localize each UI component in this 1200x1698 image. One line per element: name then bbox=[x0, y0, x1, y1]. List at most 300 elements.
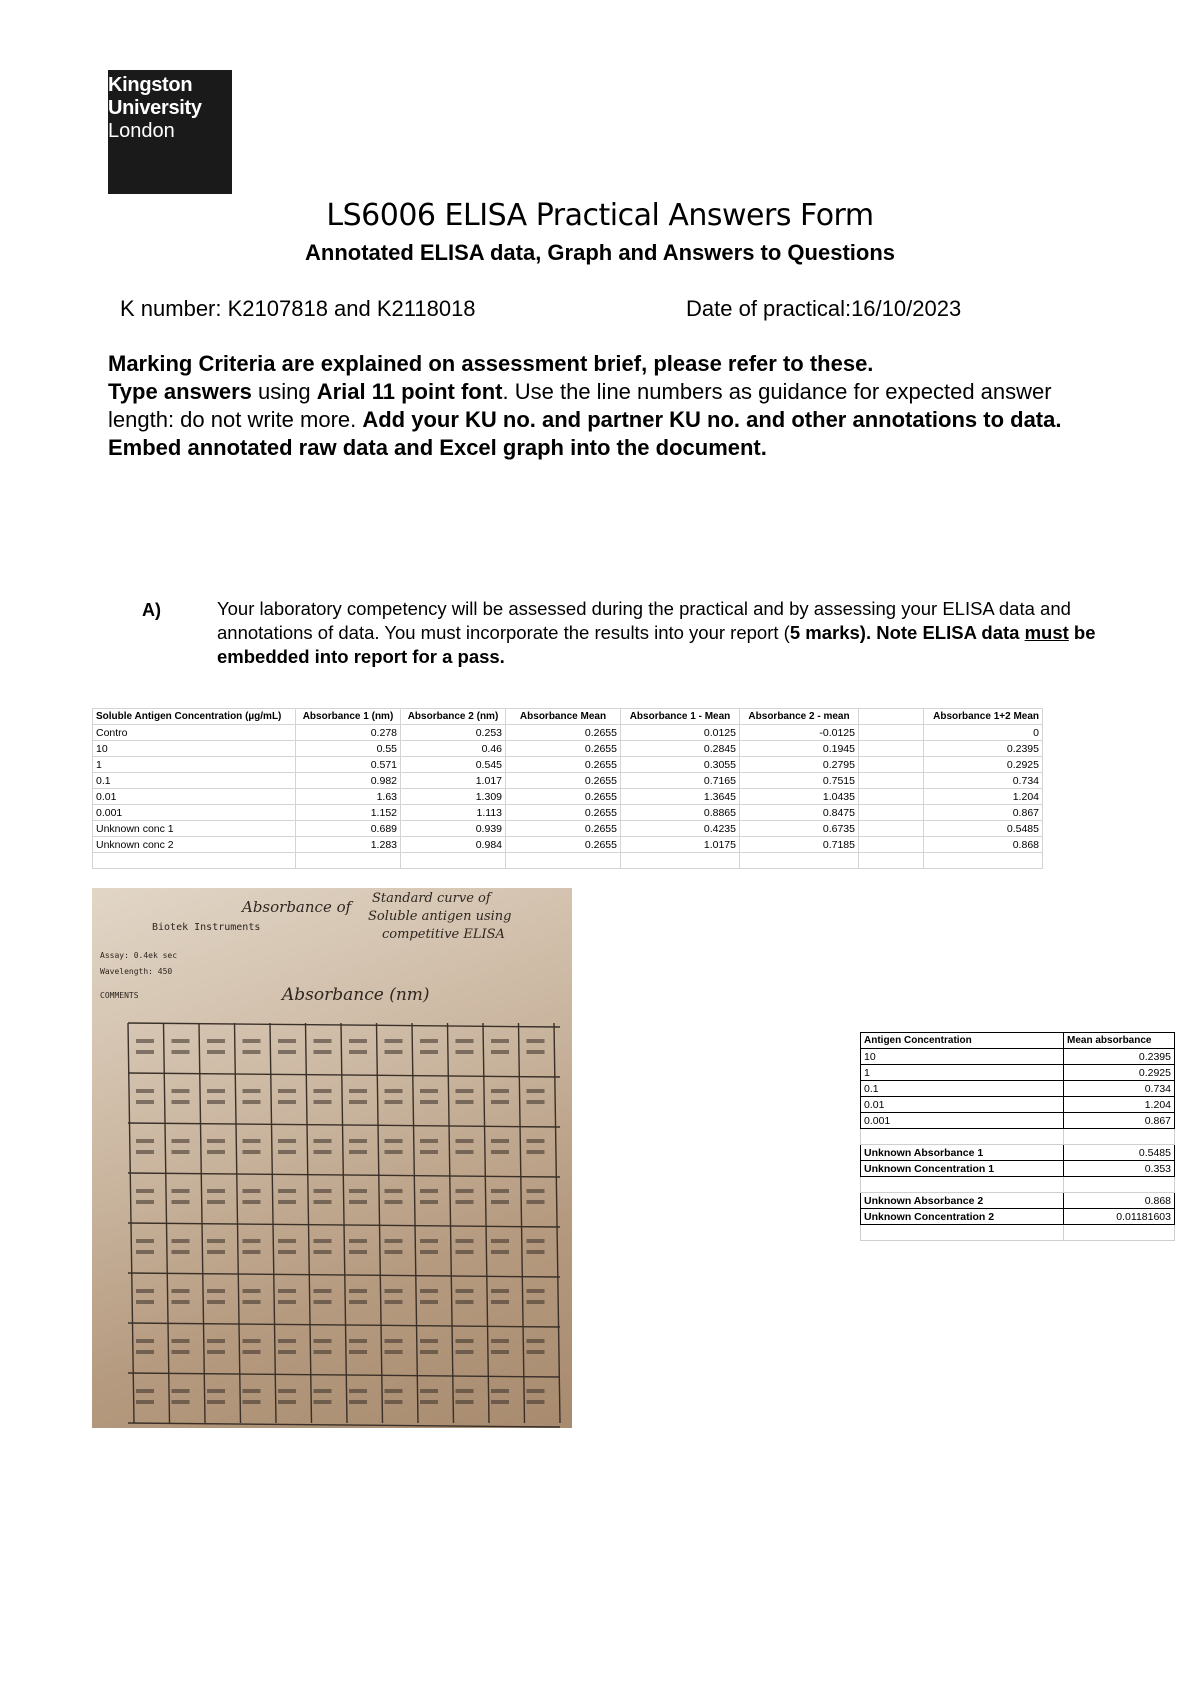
page-title: LS6006 ELISA Practical Answers Form bbox=[326, 198, 874, 233]
printed-value-mark bbox=[207, 1339, 225, 1343]
table-cell: 0.001 bbox=[93, 805, 296, 821]
table-cell: 0.2395 bbox=[924, 741, 1043, 757]
printed-value-mark bbox=[527, 1339, 545, 1343]
table-cell: 10 bbox=[861, 1049, 1064, 1065]
table-row bbox=[93, 821, 1043, 837]
printed-value-mark bbox=[420, 1100, 438, 1104]
table-cell bbox=[401, 853, 506, 869]
printed-value-mark bbox=[491, 1089, 509, 1093]
printed-value-mark bbox=[385, 1239, 403, 1243]
table-row bbox=[861, 1065, 1175, 1081]
table-cell: 0.984 bbox=[401, 837, 506, 853]
printed-value-mark bbox=[172, 1039, 190, 1043]
printed-value-mark bbox=[278, 1200, 296, 1204]
printed-value-mark bbox=[314, 1139, 332, 1143]
table-cell: 0.939 bbox=[401, 821, 506, 837]
printed-value-mark bbox=[420, 1150, 438, 1154]
column-header: Absorbance 1 - Mean bbox=[621, 709, 740, 725]
printed-value-mark bbox=[243, 1300, 261, 1304]
printed-value-mark bbox=[243, 1389, 261, 1393]
table-row bbox=[861, 1097, 1175, 1113]
table-row bbox=[861, 1225, 1175, 1241]
table-row bbox=[861, 1081, 1175, 1097]
table-cell: 1.0435 bbox=[740, 789, 859, 805]
printed-value-mark bbox=[527, 1139, 545, 1143]
printed-value-mark bbox=[207, 1389, 225, 1393]
printed-value-mark bbox=[172, 1050, 190, 1054]
table-cell: 1.63 bbox=[296, 789, 401, 805]
printed-value-mark bbox=[243, 1400, 261, 1404]
table-row bbox=[861, 1129, 1175, 1145]
printed-value-mark bbox=[385, 1089, 403, 1093]
printed-value-mark bbox=[278, 1050, 296, 1054]
printed-value-mark bbox=[136, 1289, 154, 1293]
printed-value-mark bbox=[136, 1100, 154, 1104]
printed-value-mark bbox=[172, 1300, 190, 1304]
printed-value-mark bbox=[314, 1389, 332, 1393]
printed-value-mark bbox=[456, 1039, 474, 1043]
criteria-text-1: using bbox=[251, 379, 317, 404]
question-a-must: must bbox=[1024, 622, 1069, 643]
printed-value-mark bbox=[172, 1189, 190, 1193]
printed-value-mark bbox=[491, 1289, 509, 1293]
handwritten-annotation: competitive ELISA bbox=[382, 927, 505, 942]
table-cell: -0.0125 bbox=[740, 725, 859, 741]
logo-line-2: University bbox=[108, 97, 202, 119]
table-cell: 0.7165 bbox=[621, 773, 740, 789]
printed-value-mark bbox=[349, 1139, 367, 1143]
printed-value-mark bbox=[420, 1239, 438, 1243]
table-cell: 0.46 bbox=[401, 741, 506, 757]
printed-value-mark bbox=[243, 1339, 261, 1343]
printed-value-mark bbox=[527, 1100, 545, 1104]
printed-value-mark bbox=[491, 1339, 509, 1343]
logo-line-3: London bbox=[108, 120, 175, 142]
printed-value-mark bbox=[207, 1039, 225, 1043]
table-header-row bbox=[93, 709, 1043, 725]
table-cell: 1.309 bbox=[401, 789, 506, 805]
table-cell bbox=[859, 757, 924, 773]
table-cell: 0.278 bbox=[296, 725, 401, 741]
printed-value-mark bbox=[456, 1389, 474, 1393]
printed-value-mark bbox=[527, 1400, 545, 1404]
table-cell: 0.2655 bbox=[506, 837, 621, 853]
table-cell bbox=[1064, 1225, 1175, 1241]
table-cell bbox=[859, 853, 924, 869]
table-cell: Unknown Concentration 2 bbox=[861, 1209, 1064, 1225]
printed-value-mark bbox=[243, 1139, 261, 1143]
printed-value-mark bbox=[385, 1100, 403, 1104]
printed-value-mark bbox=[527, 1150, 545, 1154]
printed-value-mark bbox=[456, 1100, 474, 1104]
printed-value-mark bbox=[278, 1389, 296, 1393]
printed-value-mark bbox=[136, 1150, 154, 1154]
table-cell: 0.2795 bbox=[740, 757, 859, 773]
printed-value-mark bbox=[385, 1300, 403, 1304]
printed-value-mark bbox=[456, 1339, 474, 1343]
printed-value-mark bbox=[491, 1100, 509, 1104]
table-cell: 1.017 bbox=[401, 773, 506, 789]
table-row bbox=[861, 1145, 1175, 1161]
printed-value-mark bbox=[136, 1400, 154, 1404]
table-cell: 0.5485 bbox=[1064, 1145, 1175, 1161]
printed-value-mark bbox=[349, 1189, 367, 1193]
table-cell: 0.01 bbox=[861, 1097, 1064, 1113]
table-cell: 0.2925 bbox=[924, 757, 1043, 773]
printed-value-mark bbox=[491, 1400, 509, 1404]
table-cell bbox=[859, 725, 924, 741]
criteria-bold-1: Type answers bbox=[108, 379, 252, 404]
criteria-text-2: . Use the line numbers as guidance for expected answer length: do not write more. bbox=[108, 379, 1052, 432]
plate-grid-line bbox=[519, 1023, 525, 1423]
printed-value-mark bbox=[385, 1339, 403, 1343]
printed-value-mark bbox=[172, 1150, 190, 1154]
printed-value-mark bbox=[243, 1189, 261, 1193]
printed-value-mark bbox=[207, 1139, 225, 1143]
table-cell: 0.353 bbox=[1064, 1161, 1175, 1177]
table-row bbox=[861, 1049, 1175, 1065]
printed-value-mark bbox=[243, 1089, 261, 1093]
printed-value-mark bbox=[278, 1089, 296, 1093]
table-cell: 0.6735 bbox=[740, 821, 859, 837]
table-cell bbox=[859, 773, 924, 789]
plate-grid-line bbox=[128, 1373, 560, 1377]
printed-value-mark bbox=[420, 1200, 438, 1204]
printed-value-mark bbox=[349, 1400, 367, 1404]
printed-value-mark bbox=[456, 1350, 474, 1354]
table-cell: 0.2655 bbox=[506, 789, 621, 805]
printed-value-mark bbox=[314, 1300, 332, 1304]
printed-value-mark bbox=[527, 1289, 545, 1293]
criteria-line-1: Marking Criteria are explained on assessment brief, please refer to these. bbox=[108, 351, 874, 376]
printed-value-mark bbox=[136, 1300, 154, 1304]
printed-value-mark bbox=[136, 1239, 154, 1243]
printed-value-mark bbox=[349, 1239, 367, 1243]
printed-value-mark bbox=[385, 1200, 403, 1204]
practical-date-field: Date of practical:16/10/2023 bbox=[686, 296, 962, 321]
table-cell bbox=[296, 853, 401, 869]
table-row bbox=[861, 1161, 1175, 1177]
printed-value-mark bbox=[314, 1089, 332, 1093]
plate-grid-line bbox=[377, 1023, 383, 1423]
table-cell: Unknown Concentration 1 bbox=[861, 1161, 1064, 1177]
printed-value-mark bbox=[278, 1339, 296, 1343]
column-header: Absorbance 2 - mean bbox=[740, 709, 859, 725]
printed-value-mark bbox=[243, 1200, 261, 1204]
printed-value-mark bbox=[420, 1350, 438, 1354]
printed-value-mark bbox=[172, 1089, 190, 1093]
printed-value-mark bbox=[136, 1089, 154, 1093]
k-number-field: K number: K2107818 and K2118018 bbox=[120, 296, 476, 321]
table-cell: 0.2655 bbox=[506, 757, 621, 773]
question-a-label: A) bbox=[142, 600, 161, 620]
table-cell: 0.734 bbox=[1064, 1081, 1175, 1097]
plate-grid-line bbox=[554, 1023, 560, 1423]
printed-value-mark bbox=[420, 1339, 438, 1343]
printed-value-mark bbox=[385, 1150, 403, 1154]
table-cell: 0.982 bbox=[296, 773, 401, 789]
printed-value-mark bbox=[527, 1089, 545, 1093]
printed-value-mark bbox=[456, 1139, 474, 1143]
table-cell: 0.868 bbox=[924, 837, 1043, 853]
printed-value-mark bbox=[314, 1189, 332, 1193]
plate-grid-line bbox=[235, 1023, 241, 1423]
printout-text: COMMENTS bbox=[100, 991, 139, 1000]
printed-value-mark bbox=[207, 1250, 225, 1254]
table-cell: 0.55 bbox=[296, 741, 401, 757]
table-cell bbox=[740, 853, 859, 869]
column-header bbox=[859, 709, 924, 725]
printed-value-mark bbox=[243, 1250, 261, 1254]
printed-value-mark bbox=[172, 1139, 190, 1143]
printed-value-mark bbox=[278, 1039, 296, 1043]
table-cell: 0.1 bbox=[93, 773, 296, 789]
table-row bbox=[93, 757, 1043, 773]
printed-value-mark bbox=[136, 1139, 154, 1143]
printed-value-mark bbox=[385, 1289, 403, 1293]
plate-grid-line bbox=[128, 1323, 560, 1327]
table-cell: 0.253 bbox=[401, 725, 506, 741]
printed-value-mark bbox=[491, 1150, 509, 1154]
printed-value-mark bbox=[172, 1200, 190, 1204]
printed-value-mark bbox=[420, 1189, 438, 1193]
table-cell bbox=[861, 1177, 1064, 1193]
printed-value-mark bbox=[314, 1350, 332, 1354]
table-cell: 1.204 bbox=[924, 789, 1043, 805]
printed-value-mark bbox=[456, 1189, 474, 1193]
printed-value-mark bbox=[314, 1050, 332, 1054]
table-cell bbox=[859, 821, 924, 837]
table-cell: 1.113 bbox=[401, 805, 506, 821]
printed-value-mark bbox=[172, 1339, 190, 1343]
printed-value-mark bbox=[278, 1300, 296, 1304]
table-cell: 0.2655 bbox=[506, 805, 621, 821]
table-cell: 1.3645 bbox=[621, 789, 740, 805]
table-cell: 0.867 bbox=[1064, 1113, 1175, 1129]
table-cell: 10 bbox=[93, 741, 296, 757]
printed-value-mark bbox=[278, 1250, 296, 1254]
printed-value-mark bbox=[172, 1289, 190, 1293]
printed-value-mark bbox=[243, 1289, 261, 1293]
table-cell: 0.734 bbox=[924, 773, 1043, 789]
table-row bbox=[93, 789, 1043, 805]
table-cell: 0.3055 bbox=[621, 757, 740, 773]
printed-value-mark bbox=[385, 1350, 403, 1354]
table-cell bbox=[859, 789, 924, 805]
printed-value-mark bbox=[278, 1400, 296, 1404]
printed-value-mark bbox=[349, 1039, 367, 1043]
printed-value-mark bbox=[420, 1089, 438, 1093]
plate-grid-line bbox=[483, 1023, 489, 1423]
column-header: Mean absorbance bbox=[1064, 1033, 1175, 1049]
table-cell bbox=[861, 1129, 1064, 1145]
table-cell: Unknown Absorbance 2 bbox=[861, 1193, 1064, 1209]
table-cell bbox=[924, 853, 1043, 869]
table-cell: Unknown conc 2 bbox=[93, 837, 296, 853]
printed-value-mark bbox=[278, 1189, 296, 1193]
plate-grid-line bbox=[341, 1023, 347, 1423]
printed-value-mark bbox=[136, 1350, 154, 1354]
plate-grid-line bbox=[306, 1023, 312, 1423]
handwritten-column-heading: Absorbance (nm) bbox=[282, 985, 430, 1005]
printed-value-mark bbox=[456, 1200, 474, 1204]
printed-value-mark bbox=[385, 1400, 403, 1404]
table-row bbox=[93, 853, 1043, 869]
printed-value-mark bbox=[385, 1389, 403, 1393]
printed-value-mark bbox=[278, 1100, 296, 1104]
printed-value-mark bbox=[349, 1339, 367, 1343]
table-cell: 0.545 bbox=[401, 757, 506, 773]
table-cell: 0.2655 bbox=[506, 821, 621, 837]
table-cell: 0.571 bbox=[296, 757, 401, 773]
elisa-absorbance-table bbox=[92, 708, 1043, 869]
table-row bbox=[861, 1113, 1175, 1129]
printed-value-mark bbox=[207, 1200, 225, 1204]
printed-value-mark bbox=[207, 1289, 225, 1293]
printed-value-mark bbox=[420, 1289, 438, 1293]
table-cell bbox=[859, 805, 924, 821]
table-cell bbox=[1064, 1177, 1175, 1193]
table-cell: 0.7185 bbox=[740, 837, 859, 853]
printed-value-mark bbox=[491, 1389, 509, 1393]
column-header: Antigen Concentration bbox=[861, 1033, 1064, 1049]
printed-value-mark bbox=[456, 1300, 474, 1304]
logo-line-1: Kingston bbox=[108, 74, 193, 96]
table-cell: 0.689 bbox=[296, 821, 401, 837]
printed-value-mark bbox=[172, 1100, 190, 1104]
printed-value-mark bbox=[491, 1139, 509, 1143]
column-header: Absorbance 1+2 Mean bbox=[924, 709, 1043, 725]
plate-grid-line bbox=[128, 1423, 560, 1427]
table-row bbox=[861, 1177, 1175, 1193]
raw-plate-reader-printout-photo bbox=[92, 888, 572, 1428]
printed-value-mark bbox=[349, 1389, 367, 1393]
plate-grid-line bbox=[412, 1023, 418, 1423]
table-cell bbox=[1064, 1129, 1175, 1145]
table-cell: 0.5485 bbox=[924, 821, 1043, 837]
printed-value-mark bbox=[278, 1239, 296, 1243]
printed-value-mark bbox=[527, 1050, 545, 1054]
page-subtitle: Annotated ELISA data, Graph and Answers to Questions bbox=[305, 240, 895, 265]
printed-value-mark bbox=[278, 1289, 296, 1293]
table-cell: 0.2655 bbox=[506, 741, 621, 757]
printed-value-mark bbox=[527, 1200, 545, 1204]
printed-value-mark bbox=[349, 1300, 367, 1304]
column-header: Absorbance Mean bbox=[506, 709, 621, 725]
column-header: Absorbance 2 (nm) bbox=[401, 709, 506, 725]
printed-value-mark bbox=[136, 1250, 154, 1254]
table-row bbox=[93, 741, 1043, 757]
printed-value-mark bbox=[207, 1050, 225, 1054]
printed-value-mark bbox=[172, 1400, 190, 1404]
handwritten-annotation: Absorbance of bbox=[242, 898, 352, 916]
printed-value-mark bbox=[385, 1189, 403, 1193]
table-cell: 0.2655 bbox=[506, 773, 621, 789]
printed-value-mark bbox=[491, 1050, 509, 1054]
marking-criteria bbox=[108, 350, 1088, 462]
printed-value-mark bbox=[314, 1100, 332, 1104]
table-row bbox=[861, 1209, 1175, 1225]
table-row bbox=[93, 725, 1043, 741]
printed-value-mark bbox=[420, 1050, 438, 1054]
printed-value-mark bbox=[527, 1239, 545, 1243]
printed-value-mark bbox=[491, 1189, 509, 1193]
printed-value-mark bbox=[456, 1400, 474, 1404]
printed-value-mark bbox=[456, 1239, 474, 1243]
printed-value-mark bbox=[349, 1089, 367, 1093]
table-cell: 1.204 bbox=[1064, 1097, 1175, 1113]
printed-value-mark bbox=[491, 1350, 509, 1354]
printed-value-mark bbox=[314, 1339, 332, 1343]
printed-value-mark bbox=[491, 1300, 509, 1304]
table-cell: 1 bbox=[93, 757, 296, 773]
table-cell bbox=[621, 853, 740, 869]
printed-value-mark bbox=[349, 1200, 367, 1204]
printed-value-mark bbox=[136, 1389, 154, 1393]
printed-value-mark bbox=[207, 1100, 225, 1104]
table-cell: 0.2925 bbox=[1064, 1065, 1175, 1081]
printed-value-mark bbox=[314, 1200, 332, 1204]
table-row bbox=[93, 805, 1043, 821]
table-cell: Unknown Absorbance 1 bbox=[861, 1145, 1064, 1161]
printed-value-mark bbox=[491, 1239, 509, 1243]
printed-value-mark bbox=[491, 1200, 509, 1204]
printed-value-mark bbox=[527, 1350, 545, 1354]
handwritten-annotation: Soluble antigen using bbox=[368, 909, 512, 924]
printed-value-mark bbox=[527, 1189, 545, 1193]
criteria-bold-3: Add your KU no. and partner KU no. and other annotations to data. Embed annotated raw data and Excel graph into the document. bbox=[108, 407, 1062, 460]
table-cell bbox=[506, 853, 621, 869]
printed-value-mark bbox=[243, 1239, 261, 1243]
printed-value-mark bbox=[172, 1389, 190, 1393]
table-cell bbox=[859, 837, 924, 853]
printed-value-mark bbox=[456, 1289, 474, 1293]
table-cell: 0.2395 bbox=[1064, 1049, 1175, 1065]
printout-drawing bbox=[92, 888, 572, 1428]
printed-value-mark bbox=[420, 1400, 438, 1404]
printed-value-mark bbox=[278, 1150, 296, 1154]
question-a-part-2: ). Note ELISA data bbox=[859, 622, 1025, 643]
printed-value-mark bbox=[172, 1350, 190, 1354]
printed-value-mark bbox=[349, 1289, 367, 1293]
printed-value-mark bbox=[314, 1250, 332, 1254]
table-cell: Unknown conc 1 bbox=[93, 821, 296, 837]
printed-value-mark bbox=[456, 1089, 474, 1093]
printed-value-mark bbox=[527, 1300, 545, 1304]
printed-value-mark bbox=[349, 1050, 367, 1054]
printed-value-mark bbox=[349, 1350, 367, 1354]
printed-value-mark bbox=[243, 1100, 261, 1104]
printed-value-mark bbox=[527, 1250, 545, 1254]
printed-value-mark bbox=[385, 1050, 403, 1054]
table-row bbox=[93, 773, 1043, 789]
printed-value-mark bbox=[420, 1389, 438, 1393]
printed-value-mark bbox=[314, 1039, 332, 1043]
printed-value-mark bbox=[314, 1150, 332, 1154]
printed-value-mark bbox=[207, 1089, 225, 1093]
plate-grid-line bbox=[128, 1123, 560, 1127]
printed-value-mark bbox=[349, 1250, 367, 1254]
table-cell: 0.2845 bbox=[621, 741, 740, 757]
printed-value-mark bbox=[243, 1039, 261, 1043]
printed-value-mark bbox=[456, 1150, 474, 1154]
printed-value-mark bbox=[385, 1039, 403, 1043]
printed-value-mark bbox=[349, 1100, 367, 1104]
column-header: Absorbance 1 (nm) bbox=[296, 709, 401, 725]
printed-value-mark bbox=[278, 1350, 296, 1354]
printed-value-mark bbox=[243, 1050, 261, 1054]
table-row bbox=[93, 837, 1043, 853]
